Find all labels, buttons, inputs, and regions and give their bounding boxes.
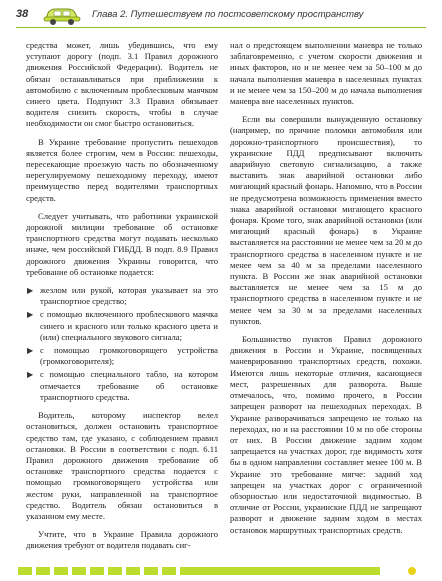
header-rule [16, 27, 426, 28]
left-column [26, 40, 218, 559]
triangle-bullet-icon: ▶ [27, 286, 34, 296]
car-icon [42, 4, 82, 26]
list-item [26, 285, 218, 307]
paragraph: В Украине требование пропустить пешеходов является более строгим, чем в России: пешеходы, пересекающие проезжую часть по обозначенному нерегулируемому пешеходному переходу, имеют преимущество перед водителями транспортных средств. [26, 136, 218, 203]
triangle-bullet-icon: ▶ [27, 310, 34, 320]
list-item-text: с помощью громкоговорящего устройства (громкоговорителя); [40, 345, 218, 367]
footer-block [36, 567, 50, 575]
paragraph: Следует учитывать, что работники украинской дорожной милиции требование об остановке транспортного средства могут подавать несколько иначе, чем российской ГИБДД. В подп. 8.9 Правил дорожного движения Украины говорится, что требование об остановке подается: [26, 210, 218, 277]
paragraph: Водитель, которому инспектор велел остановиться, должен остановить транспортное средство там, где указано, с соблюдением правил остановки. В России в соответствии с подп. 6.11 Правил дорожного движения требование об остановке транспортного средства подается с помощью громкоговорящего устройства или жестом руки, направленной на транспортное средство. Водитель обязан остановиться в указанном ему месте. [26, 410, 218, 521]
footer-block [144, 567, 158, 575]
triangle-bullet-icon: ▶ [27, 346, 34, 356]
list-item-text: с помощью специального табло, на котором отмечается требование об остановке транспортного средства. [40, 369, 218, 402]
list-item [26, 309, 218, 343]
paragraph: средства может, лишь убедившись, что ему уступают дорогу (подп. 3.1 Правил дорожного движения Российской Федерации). Водитель не обязан останавливаться при приближении к автомобилю с включенным проблесковым маячком синего цвета. Подпункт 3.3 Правил обязывает водителя снизить скорость, чтобы в случае необходимости он смог быстро остановиться. [26, 40, 218, 129]
footer-dot-icon [408, 567, 416, 575]
footer-block [72, 567, 86, 575]
footer-block [108, 567, 122, 575]
list-item-text: жезлом или рукой, которая указывает на это транспортное средство; [40, 285, 218, 307]
page-header [0, 0, 442, 30]
list-item-text: с помощью включенного проблескового маячка синего и красного или только красного цвета и (или) специального звукового сигнала; [40, 309, 218, 342]
paragraph: Учтите, что в Украине Правила дорожного движения требуют от водителя подавать сиг- [26, 529, 218, 551]
page-footer [0, 561, 442, 581]
triangle-bullet-icon: ▶ [27, 370, 34, 380]
footer-stripe [180, 567, 380, 575]
footer-block [18, 567, 32, 575]
footer-block [126, 567, 140, 575]
page-number: 38 [16, 8, 29, 20]
chapter-title: Глава 2. Путешествуем по постсоветскому пространству [92, 9, 364, 20]
right-column [230, 40, 422, 543]
paragraph: Если вы совершили вынужденную остановку (например, по причине поломки автомобиля или дорожно-транспортного происшествия), то украинские ПДД предписывают включить аварийную световую сигнализацию, а также выставить знак аварийной остановки либо мигающий красный фонарь. Напомню, что в России не предусмотрена возможность применения вместо знака аварийной остановки мигающего красного фонаря. Кроме того, знак аварийной остановки (или мигающий красный фонарь) в Украине выставляется на расстоянии не менее чем за 20 м до транспортного средства в населенном пункте и не менее чем за 40 м за пределами населенного пункта. В России же знак аварийной остановки выставляется не менее чем за 15 м до транспортного средства в населенном пункте и не менее чем за 30 м за пределами населенных пунктов. [230, 114, 422, 326]
footer-block [54, 567, 68, 575]
footer-block [90, 567, 104, 575]
paragraph: Большинство пунктов Правил дорожного движения в России и Украине, посвященных маневрированию транспортных средств, похожи. Имеются лишь некоторые отличия, касающиеся мест, разрешенных для разворота. Выше отмечалось, что, помимо прочего, в России запрещен разворот на пешеходных переходах. В Украине разворачиваться запрещено не только на переходах, но и на расстоянии 10 м по обе стороны от них. В России движение задним ходом запрещается на участках дорог, где видимость хотя бы в одном направлении составляет менее 100 м. В Украине это требование мягче: задний ход запрещен на участках дорог с ограниченной обзорностью или недостаточной видимостью. В отличие от России, украинские ПДД не запрещают разворот и движение задним ходом в местах остановок маршрутных транспортных средств. [230, 334, 422, 535]
list-item [26, 369, 218, 403]
footer-block [162, 567, 176, 575]
list-item [26, 345, 218, 367]
paragraph: нал о предстоящем выполнении маневра не только заблаговременно, с учетом скорости движения и иных факторов, но и не менее чем за 50–100 м до начала выполнения маневра в населенных пунктах и не менее чем за 150–200 м до начала выполнения маневра вне населенных пунктов. [230, 40, 422, 107]
signal-list [26, 285, 218, 403]
